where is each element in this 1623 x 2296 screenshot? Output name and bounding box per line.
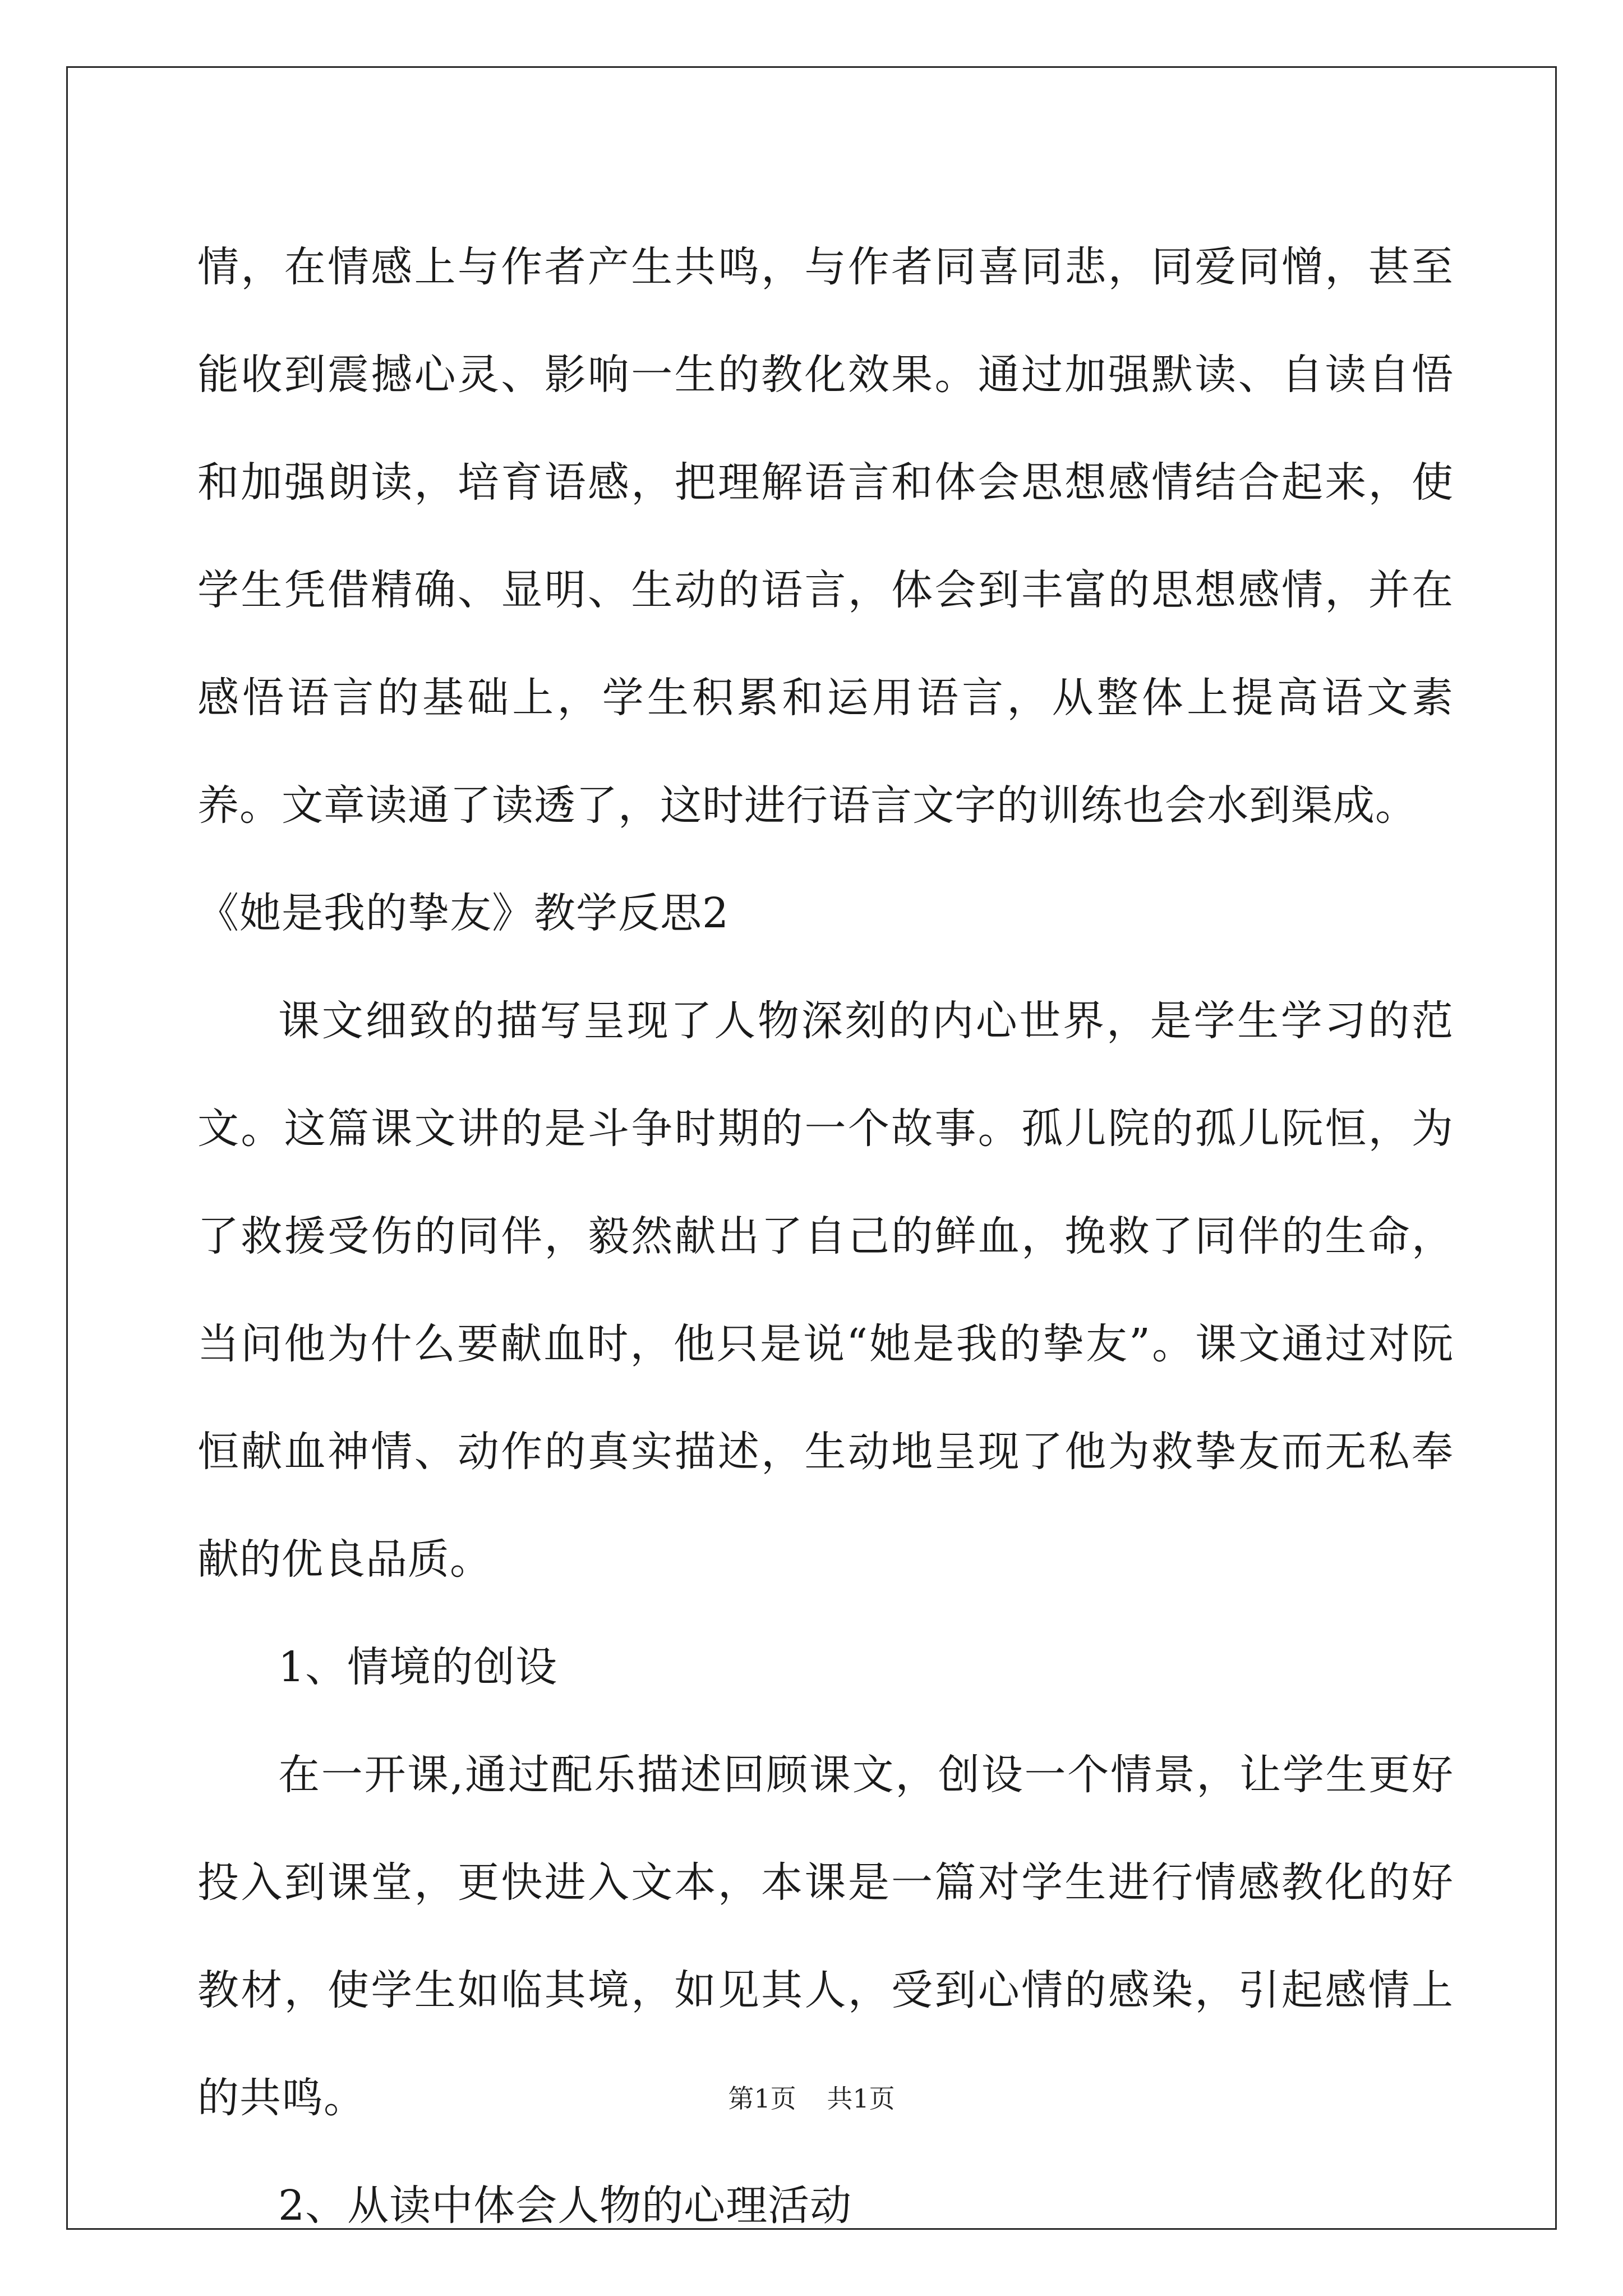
paragraph-continuation: 情，在情感上与作者产生共鸣，与作者同喜同悲，同爱同憎，甚至能收到震撼心灵、影响一生的教化效果。通过加强默读、自读自悟和加强朗读，培育语感，把理解语言和体会思想感情结合起来，使学生凭借精确、显明、生动的语言，体会到丰富的思想感情，并在感悟语言的基础上，学生积累和运用语言，从整体上提高语文素养。文章读通了读透了，这时进行语言文字的训练也会水到渠成。 [197,243,1454,830]
page-number-total: 共1页 [827,2083,895,2114]
section-heading: 《她是我的挚友》教学反思2 [197,889,730,937]
page-number-current: 第1页 [728,2083,796,2114]
subheading-1: 1、情境的创设 [278,1643,558,1691]
subheading-2: 2、从读中体会人物的心理活动 [278,2182,852,2230]
document-body [197,213,1454,2260]
paragraph-intro: 课文细致的描写呈现了人物深刻的内心世界，是学生学习的范文。这篇课文讲的是斗争时期的一个故事。孤儿院的孤儿阮恒，为了救援受伤的同伴，毅然献出了自己的鲜血，挽救了同伴的生命，当问他为什么要献血时，他只是说“她是我的挚友”。课文通过对阮恒献血神情、动作的真实描述，生动地呈现了他为救挚友而无私奉献的优良品质。 [197,997,1454,1584]
page-footer [0,2078,1623,2115]
paragraph-situation: 在一开课,通过配乐描述回顾课文，创设一个情景，让学生更好投入到课堂，更快进入文本，本课是一篇对学生进行情感教化的好教材，使学生如临其境，如见其人，受到心情的感染，引起感情上的共鸣。 [197,1751,1454,2122]
